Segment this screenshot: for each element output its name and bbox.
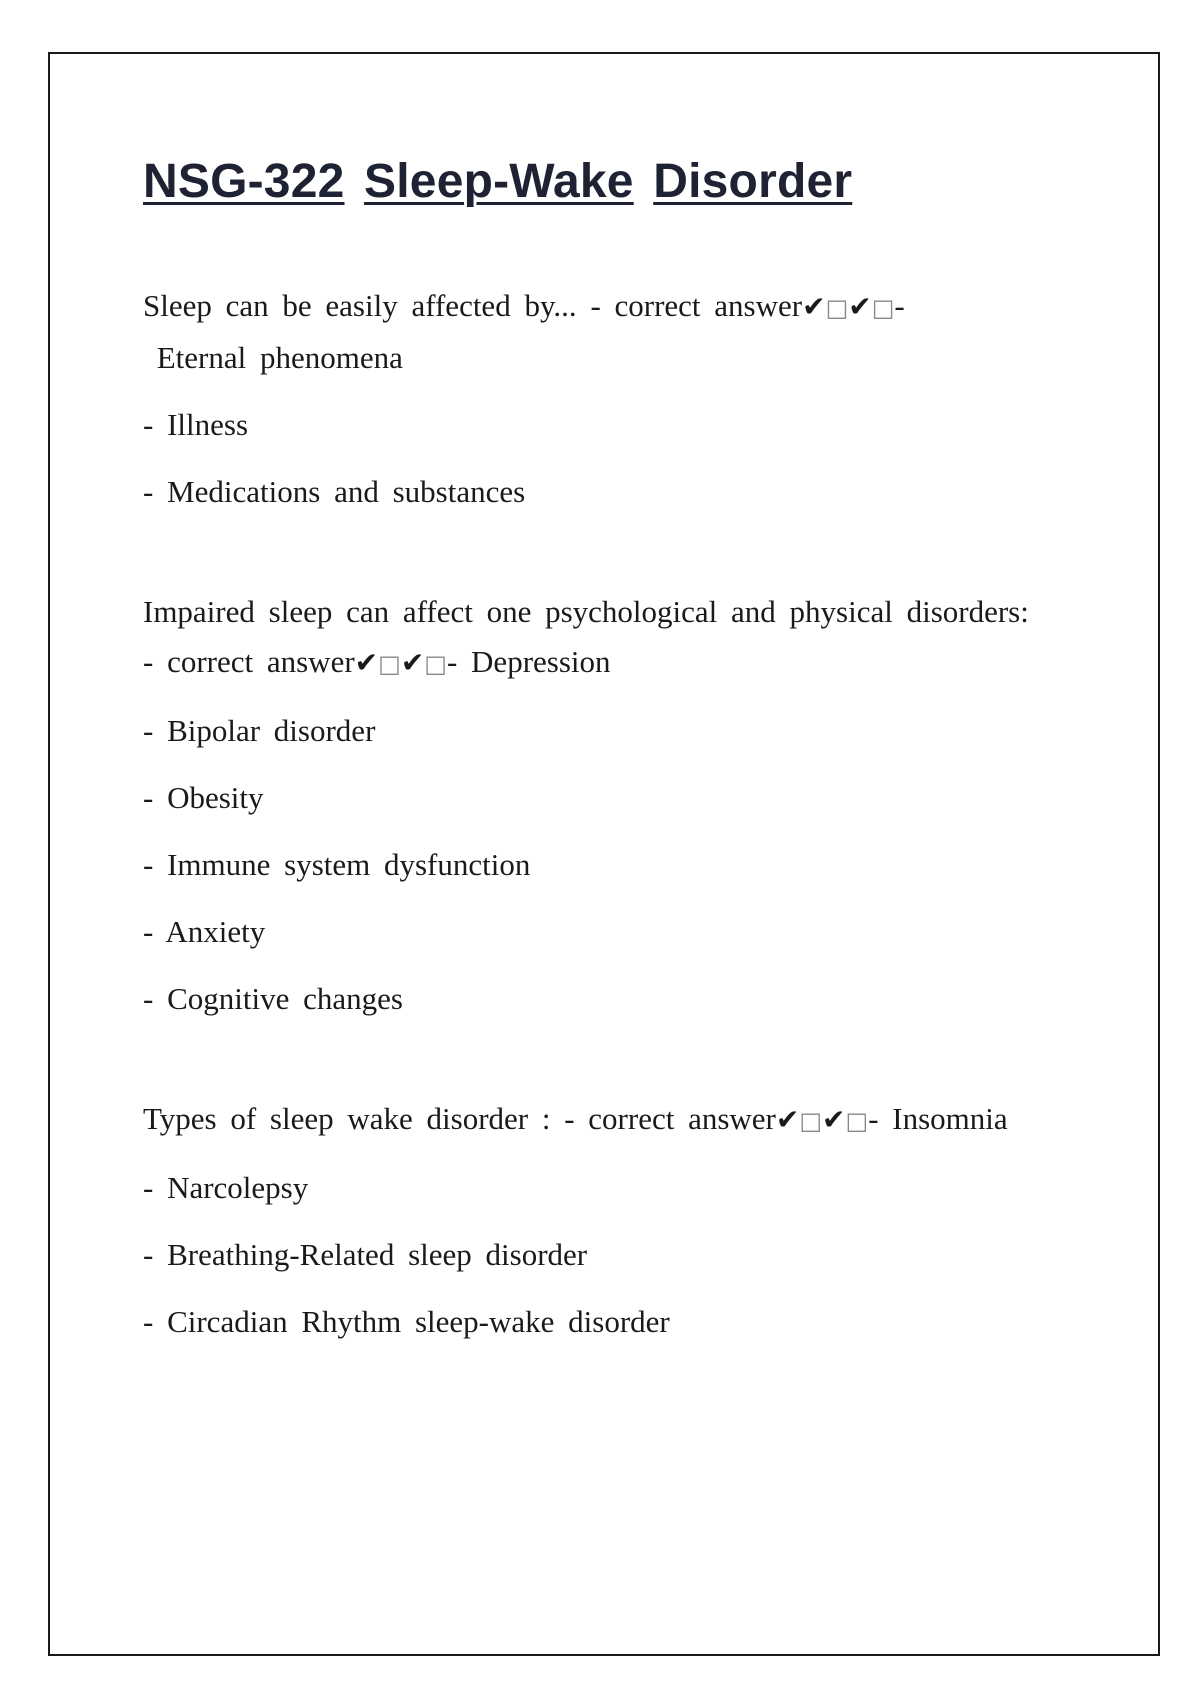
box-icon: □ bbox=[845, 1107, 869, 1135]
question-1 bbox=[143, 281, 1083, 383]
box-icon: □ bbox=[799, 1107, 823, 1135]
answer-item: - Anxiety bbox=[143, 914, 266, 949]
question-1-text: Sleep can be easily affected by... bbox=[143, 288, 577, 323]
question-2-text: Impaired sleep can affect one psychological and physical disorders: bbox=[143, 594, 1029, 629]
answer-3-first: Insomnia bbox=[892, 1101, 1008, 1136]
answer-suffix: - bbox=[868, 1101, 879, 1136]
answer-suffix: - bbox=[894, 288, 905, 323]
check-icon: ✔ bbox=[802, 290, 826, 323]
question-3 bbox=[143, 1094, 1083, 1146]
answer-item: - Immune system dysfunction bbox=[143, 847, 531, 882]
check-icon: ✔ bbox=[848, 290, 872, 323]
answer-prefix: - correct answer bbox=[564, 1101, 776, 1136]
qa-block-2 bbox=[143, 587, 1083, 1024]
answer-item: - Medications and substances bbox=[143, 474, 526, 509]
answer-suffix: - bbox=[446, 644, 458, 679]
check-icon: ✔ bbox=[400, 646, 425, 679]
box-icon: □ bbox=[871, 294, 895, 322]
section-gap bbox=[143, 517, 1083, 587]
answer-item: - Illness bbox=[143, 407, 249, 442]
check-icon: ✔ bbox=[822, 1103, 846, 1136]
box-icon: □ bbox=[424, 650, 447, 678]
title-word-disorder: Disorder bbox=[653, 155, 853, 208]
answer-prefix: - correct answer bbox=[590, 288, 803, 323]
answer-1-first: Eternal phenomena bbox=[156, 340, 403, 375]
answer-2-first: Depression bbox=[471, 644, 611, 679]
check-icon: ✔ bbox=[775, 1103, 800, 1136]
answer-item: - Breathing-Related sleep disorder bbox=[143, 1237, 588, 1272]
question-2 bbox=[143, 587, 1083, 689]
answer-item: - Bipolar disorder bbox=[143, 713, 376, 748]
qa-block-1 bbox=[143, 281, 1083, 517]
answer-item: - Circadian Rhythm sleep-wake disorder bbox=[143, 1304, 670, 1339]
box-icon: □ bbox=[825, 294, 849, 322]
question-3-text: Types of sleep wake disorder : bbox=[143, 1101, 551, 1136]
title-word-course: NSG-322 bbox=[143, 155, 345, 208]
check-icon: ✔ bbox=[354, 646, 379, 679]
document-content bbox=[143, 154, 1083, 1347]
page-title bbox=[143, 154, 1083, 209]
box-icon: □ bbox=[378, 650, 401, 678]
qa-block-3 bbox=[143, 1094, 1083, 1347]
section-gap bbox=[143, 1024, 1083, 1094]
answer-prefix: - correct answer bbox=[143, 644, 355, 679]
document-page bbox=[48, 52, 1160, 1656]
answer-item: - Obesity bbox=[143, 780, 264, 815]
title-word-topic: Sleep-Wake bbox=[364, 155, 634, 208]
answer-item: - Narcolepsy bbox=[143, 1170, 309, 1205]
answer-item: - Cognitive changes bbox=[143, 981, 403, 1016]
